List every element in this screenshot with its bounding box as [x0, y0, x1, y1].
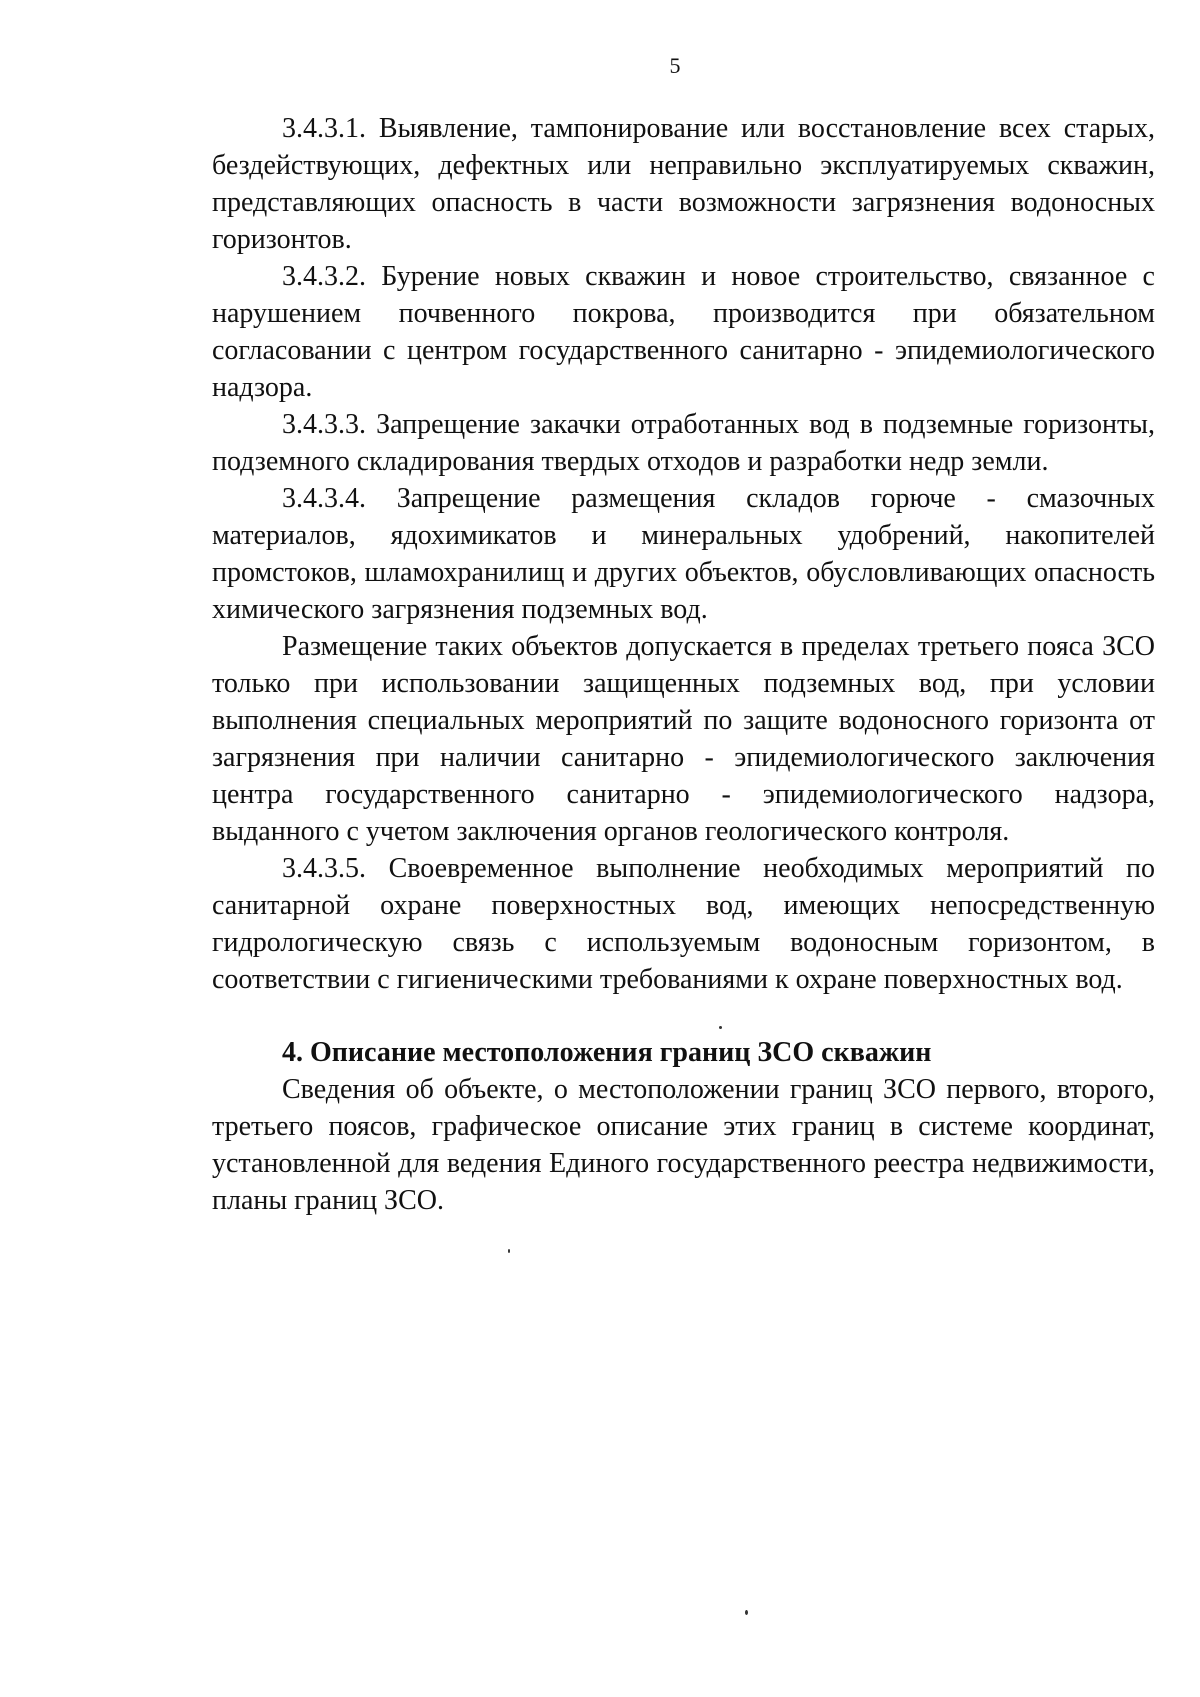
section-4-heading: 4. Описание местоположения границ ЗСО скважин [282, 1037, 932, 1068]
paragraph-placement-conditions: Размещение таких объектов допускается в пределах третьего пояса ЗСО только при использовании защищенных подземных вод, при условии выполнения специальных мероприятий по защите водоносного горизонта от загрязнения при наличии санитарно - эпидемиологического заключения центра государственного санитарно - эпидемиологического надзора, выданного с учетом заключения органов геологического контроля. [212, 631, 1155, 847]
scan-speck [745, 1610, 748, 1615]
paragraph-3-4-3-3: 3.4.3.3. Запрещение закачки отработанных вод в подземные горизонты, подземного складирования твердых отходов и разработки недр земли. [212, 409, 1155, 477]
scan-speck [508, 1249, 510, 1253]
paragraph-3-4-3-2: 3.4.3.2. Бурение новых скважин и новое строительство, связанное с нарушением почвенного покрова, производится при обязательном согласовании с центром государственного санитарно - эпидемиологического надзора. [212, 261, 1155, 403]
document-body [212, 110, 1155, 1219]
section-4-text: Сведения об объекте, о местоположении границ ЗСО первого, второго, третьего поясов, графическое описание этих границ в системе координат, установленной для ведения Единого государственного реестра недвижимости, планы границ ЗСО. [212, 1074, 1155, 1216]
scan-speck [719, 1026, 722, 1029]
paragraph-3-4-3-1: 3.4.3.1. Выявление, тампонирование или восстановление всех старых, бездействующих, дефектных или неправильно эксплуатируемых скважин, представляющих опасность в части возможности загрязнения водоносных горизонтов. [212, 113, 1155, 255]
paragraph-3-4-3-4: 3.4.3.4. Запрещение размещения складов горюче - смазочных материалов, ядохимикатов и минеральных удобрений, накопителей промстоков, шламохранилищ и других объектов, обусловливающих опасность химического загрязнения подземных вод. [212, 483, 1155, 625]
paragraph-3-4-3-5: 3.4.3.5. Своевременное выполнение необходимых мероприятий по санитарной охране поверхностных вод, имеющих непосредственную гидрологическую связь с используемым водоносным горизонтом, в соответствии с гигиеническими требованиями к охране поверхностных вод. [212, 853, 1155, 995]
section-spacer [212, 998, 1155, 1034]
page-number: 5 [669, 53, 681, 78]
